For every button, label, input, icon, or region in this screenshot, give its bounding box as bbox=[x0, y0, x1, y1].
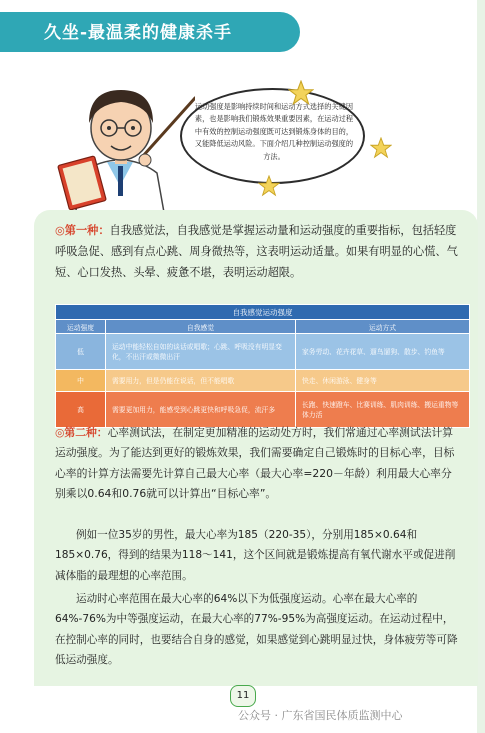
speech-bubble-text: 运动强度是影响持续时间和运动方式选择的关键因素，也是影响我们锻炼效果重要因素，在运动过程中有效的控制运动强度既可达到锻炼身体的目的，又能降低运动风险。下面介绍几种控制运动强度的方法。 bbox=[194, 102, 354, 161]
table-cell-level: 高 bbox=[56, 392, 106, 428]
method2-text: 心率测试法，在制定更加精准的运动处方时，我们常通过心率测试法计算运动强度。为了能达到更好的锻炼效果，我们需要确定自己锻炼时的目标心率，目标心率的计算方法需要先计算自己最大心率（最大心率=220－年龄）利用最大心率分别乘以0.64和0.76就可以计算出“目标心率”。 bbox=[55, 426, 455, 501]
table-cell-mode: 长跑、快速蹬车、比赛训练、肌肉训练、搬运重物等体力活 bbox=[296, 392, 470, 428]
table-row bbox=[56, 370, 470, 392]
table-cell-feeling: 运动中能轻松自如的谈话或唱歌；心跳、呼吸没有明显变化，不出汗或微微出汗 bbox=[106, 334, 296, 370]
example-paragraph: 例如一位35岁的男性，最大心率为185（220-35），分别用185×0.64和185×0.76，得到的结果为118～141，这个区间就是锻炼提高有氧代谢水平或促进削减体脂的最理想的心率范围。 bbox=[55, 529, 456, 582]
star-icon bbox=[370, 137, 392, 159]
method2-paragraph bbox=[55, 423, 460, 505]
method1-heading: 第一种： bbox=[64, 224, 110, 237]
star-icon bbox=[258, 175, 280, 197]
table-cell-feeling: 需要用力，但是仍能在说话，但不能唱歌 bbox=[106, 370, 296, 392]
teacher-illustration bbox=[45, 68, 195, 218]
method1-paragraph bbox=[55, 221, 460, 283]
table-cell-feeling: 需要更加用力，能感受到心跳更快和呼吸急促，流汗多 bbox=[106, 392, 296, 428]
method2-bullet: ◎ bbox=[55, 426, 65, 439]
page-edge bbox=[477, 0, 485, 733]
table-cell-level: 中 bbox=[56, 370, 106, 392]
table-cell-mode: 快走、休闲游泳、健身等 bbox=[296, 370, 470, 392]
table-header: 运动强度 bbox=[56, 320, 106, 334]
footer-watermark: 公众号 · 广东省国民体质监测中心 bbox=[238, 709, 403, 722]
table-cell-level: 低 bbox=[56, 334, 106, 370]
star-icon bbox=[288, 80, 314, 106]
page-number: 11 bbox=[230, 685, 256, 707]
table-header: 运动方式 bbox=[296, 320, 470, 334]
table-caption: 自我感觉运动强度 bbox=[56, 305, 470, 320]
table-row bbox=[56, 334, 470, 370]
table-header: 自我感觉 bbox=[106, 320, 296, 334]
table-cell-mode: 家务劳动、花卉花草、遛鸟遛狗、散步、钓鱼等 bbox=[296, 334, 470, 370]
method1-text: 自我感觉法，自我感觉是掌握运动量和运动强度的重要指标，包括轻度呼吸急促、感到有点心跳、周身微热等，这表明运动适量。如果有明显的心慌、气短、心口发热、头晕、疲惫不堪，表明运动超限。 bbox=[55, 224, 458, 279]
method2-heading: 第二种： bbox=[64, 426, 108, 439]
intensity-table bbox=[55, 304, 470, 428]
method1-bullet: ◎ bbox=[55, 224, 65, 237]
page-title: 久坐-最温柔的健康杀手 bbox=[44, 23, 233, 43]
ranges-paragraph: 运动时心率范围在最大心率的64%以下为低强度运动。心率在最大心率的64%-76%为中等强度运动，在最大心率的77%-95%为高强度运动。在运动过程中，在控制心率的同时，也要结合自身的感觉，如果感觉到心跳明显过快，身体疲劳等可降低运动强度。 bbox=[55, 593, 458, 667]
